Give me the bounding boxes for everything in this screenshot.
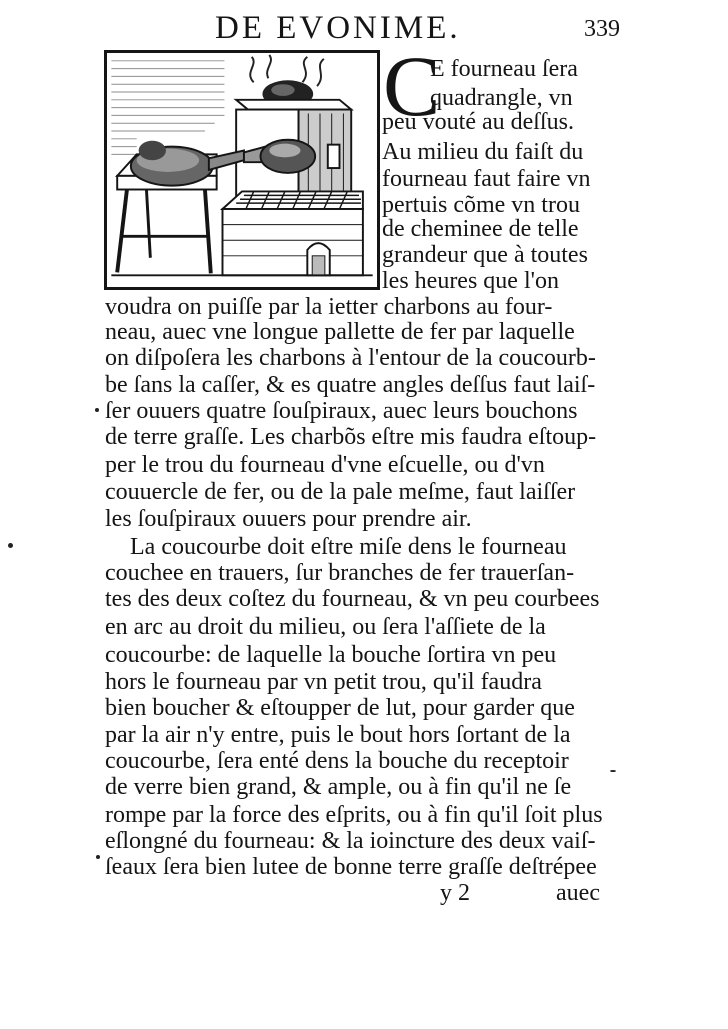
text-line: tes des deux coſtez du fourneau, & vn peu courbees: [105, 586, 600, 612]
text-line: La coucourbe doit eſtre miſe dens le fourneau: [130, 534, 567, 560]
text-line: bien boucher & eſtoupper de lut, pour garder que: [105, 695, 575, 721]
text-line: rompe par la force des eſprits, ou à fin qu'il ſoit plus: [105, 802, 603, 828]
text-line: E fourneau ſera: [430, 56, 578, 82]
ink-speck: [96, 855, 100, 859]
text-line: couchee en trauers, ſur branches de fer trauerſan-: [105, 560, 575, 586]
text-line: neau, auec vne longue pallette de fer par laquelle: [105, 319, 575, 345]
text-line: coucourbe, ſera enté dens la bouche du receptoir: [105, 748, 569, 774]
text-line: on diſpoſera les charbons à l'entour de la coucourb-: [105, 345, 596, 371]
text-line: fourneau faut faire vn: [382, 166, 591, 192]
drop-cap: C: [383, 38, 441, 134]
catchword: auec: [556, 880, 600, 906]
page-number: 339: [584, 16, 620, 42]
text-line: Au milieu du faiſt du: [382, 139, 584, 165]
text-line: couuercle de fer, ou de la pale meſme, faut laiſſer: [105, 479, 576, 505]
text-line: pertuis cõme vn trou: [382, 192, 580, 218]
text-line: les heures que l'on: [382, 268, 559, 294]
distillation-furnace-woodcut: [104, 50, 380, 290]
text-line: voudra on puiſſe par la ietter charbons au four-: [105, 294, 553, 320]
text-line: coucourbe: de laquelle la bouche ſortira vn peu: [105, 642, 557, 668]
furnace-illustration-icon: [107, 53, 377, 287]
text-line: hors le fourneau par vn petit trou, qu'il faudra: [105, 669, 542, 695]
text-line: les ſouſpiraux ouuers pour prendre air.: [105, 506, 472, 532]
text-line: be ſans la caſſer, & es quatre angles deſſus faut laiſ-: [105, 372, 596, 398]
text-line: peu vouté au deſſus.: [382, 109, 574, 135]
text-line: de verre bien grand, & ample, ou à fin qu'il ne ſe: [105, 774, 572, 800]
text-line: de terre graſſe. Les charbõs eſtre mis faudra eſtoup-: [105, 424, 597, 450]
text-line: quadrangle, vn: [430, 85, 573, 111]
text-line: grandeur que à toutes: [382, 242, 588, 268]
running-head: [100, 10, 620, 46]
text-line: ſer ouuers quatre ſouſpiraux, auec leurs bouchons: [105, 398, 578, 424]
text-line: en arc au droit du milieu, ou ſera l'aſſiete de la: [105, 614, 546, 640]
signature-mark: y 2: [440, 880, 470, 906]
text-line: par la air n'y entre, puis le bout hors ſortant de la: [105, 722, 571, 748]
ink-speck: [95, 408, 99, 412]
text-line: ſeaux ſera bien lutee de bonne terre graſſe deſtrépee: [105, 854, 597, 880]
page-footer: [440, 878, 600, 908]
ink-speck: [610, 770, 616, 772]
text-line: eſlongné du fourneau: & la ioincture des deux vaiſ-: [105, 828, 596, 854]
text-line: de cheminee de telle: [382, 216, 579, 242]
text-line: per le trou du fourneau d'vne eſcuelle, ou d'vn: [105, 452, 545, 478]
ink-speck: [8, 543, 13, 548]
running-title: DE EVONIME.: [215, 10, 461, 46]
